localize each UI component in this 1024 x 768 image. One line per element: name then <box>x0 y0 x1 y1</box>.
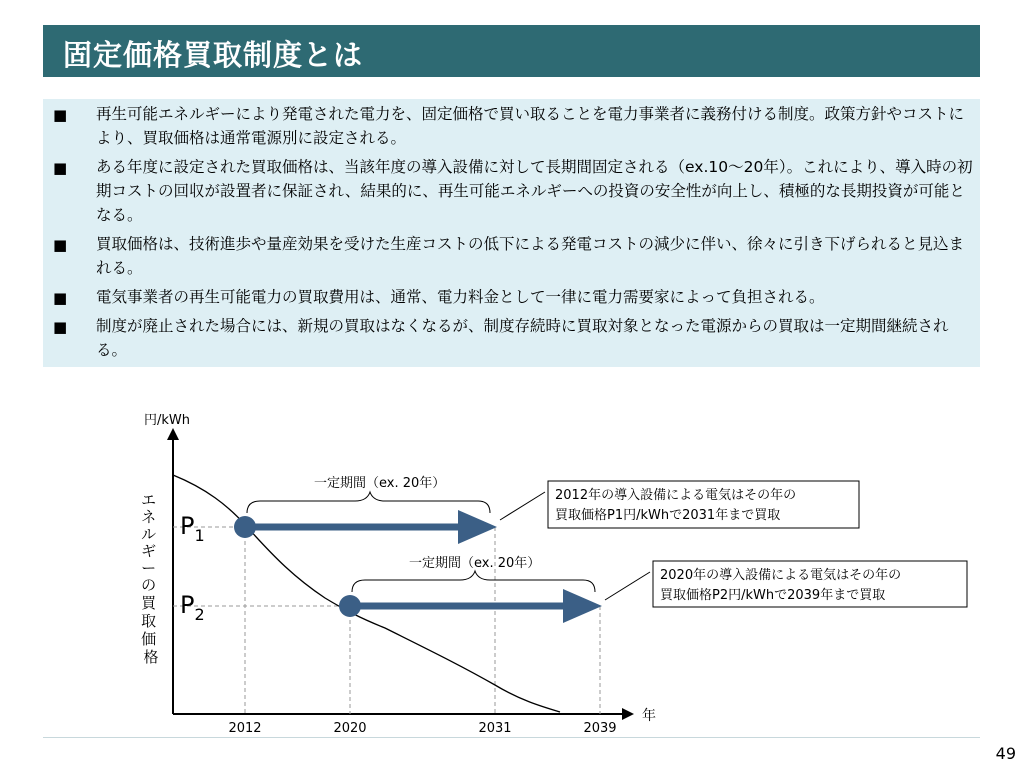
y-label-char: の <box>141 576 157 594</box>
bullet-text: ある年度に設定された買取価格は、当該年度の導入設備に対して長期間固定される（ex.10～20年）。これにより、導入時の初期コストの回収が設置者に保証され、結果的に、再生可能エネルギーへの投資の安全性が向上し、積極的な長期投資が可能となる。 <box>96 158 973 224</box>
period2-brace <box>352 571 595 592</box>
bullet-text: 制度が廃止された場合には、新規の買取はなくなるが、制度存続時に買取対象となった電源からの買取は一定期間継続される。 <box>96 317 949 359</box>
page-title: 固定価格買取制度とは <box>63 38 364 72</box>
y-label-char: 格 <box>143 648 159 666</box>
cost-decline-curve <box>173 475 560 712</box>
bullet-text: 買取価格は、技術進歩や量産効果を受けた生産コストの低下による発電コストの減少に伴い、徐々に引き下げられると見込まれる。 <box>96 235 965 277</box>
bullet-text: 電気事業者の再生可能電力の買取費用は、通常、電力料金として一律に電力需要家によって負担される。 <box>96 288 825 306</box>
bullet-item <box>43 102 980 150</box>
price-diagram <box>0 400 1024 740</box>
y-label-char: 取 <box>141 612 157 630</box>
period1-brace <box>247 492 490 513</box>
x-tick-label: 2012 <box>228 721 262 736</box>
callout1-text: 2012年の導入設備による電気はその年の 買取価格P1円/kWhで2031年まで買取 <box>555 488 797 523</box>
p2-arrowhead-icon <box>563 589 602 623</box>
bullet-item <box>43 285 980 309</box>
footer-divider <box>43 737 980 738</box>
period1-label: 一定期間（ex. 20年） <box>314 476 446 491</box>
x-unit-label: 年 <box>642 708 656 724</box>
y-label-char: ル <box>141 525 157 543</box>
y-label-char: ギ <box>141 542 157 560</box>
y-label-char: 価 <box>141 630 157 648</box>
y-label-char: エ <box>141 491 157 509</box>
bullet-marker-icon: ■ <box>53 318 68 336</box>
x-tick-label: 2020 <box>333 721 367 736</box>
bullet-marker-icon: ■ <box>53 159 68 177</box>
callout1-pointer <box>500 492 545 520</box>
p1-arrowhead-icon <box>458 510 497 544</box>
callout2-pointer <box>605 572 650 600</box>
y-unit-label: 円/kWh <box>144 413 191 428</box>
bullet-text: 再生可能エネルギーにより発電された電力を、固定価格で買い取ることを電力事業者に義務付ける制度。政策方針やコストにより、買取価格は通常電源別に設定される。 <box>96 105 965 147</box>
y-label-char: 買 <box>141 594 157 612</box>
p2-start-point <box>339 595 361 617</box>
page-number: 49 <box>995 744 1016 763</box>
bullet-list <box>43 102 980 367</box>
y-axis-arrowhead-icon <box>167 428 179 440</box>
bullet-item <box>43 155 980 227</box>
period2-label: 一定期間（ex. 20年） <box>409 556 541 571</box>
bullet-marker-icon: ■ <box>53 289 68 307</box>
p2-label: $P_2$ <box>180 591 205 624</box>
bullet-item <box>43 314 980 362</box>
p1-start-point <box>234 516 256 538</box>
bullet-item <box>43 232 980 280</box>
x-tick-label: 2039 <box>583 721 617 736</box>
x-axis-arrowhead-icon <box>622 708 634 720</box>
y-label-char: ネ <box>141 508 157 526</box>
bullet-marker-icon: ■ <box>53 106 68 124</box>
bullets-box <box>43 99 980 367</box>
y-label-char: ー <box>141 559 157 577</box>
y-axis-label <box>141 491 161 666</box>
title-bar <box>43 25 980 77</box>
callout2-text: 2020年の導入設備による電気はその年の 買取価格P2円/kWhで2039年まで買取 <box>660 568 902 603</box>
p1-label: $P_1$ <box>180 512 205 545</box>
bullet-marker-icon: ■ <box>53 236 68 254</box>
x-tick-label: 2031 <box>478 721 512 736</box>
